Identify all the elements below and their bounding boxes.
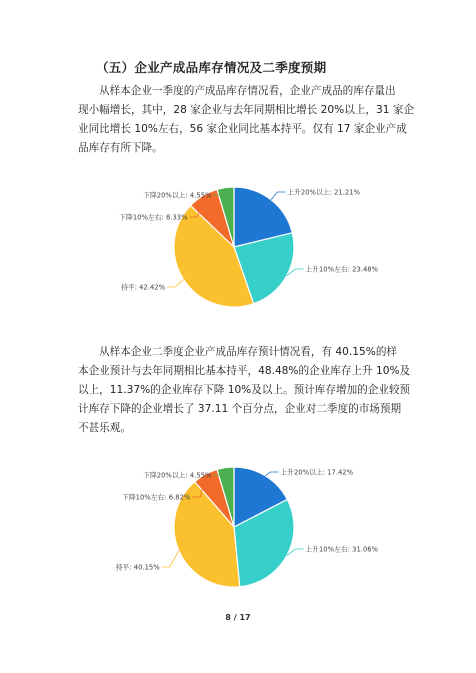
pie-slice-label: 上升10%左右: 23.48%: [305, 265, 379, 274]
paragraph-line: 业同比增长 10%左右，56 家企业同比基本持平。仅有 17 家企业产成: [78, 123, 407, 135]
paragraph-line: 计库存下降的企业增长了 37.11 个百分点，企业对二季度的市场预期: [78, 403, 402, 415]
pie-leader-line: [167, 279, 183, 287]
paragraph-line: 品库存有所下降。: [78, 142, 163, 154]
pie-slice-label: 持平: 42.42%: [121, 283, 166, 292]
section-heading: （五）企业产成品库存情况及二季度预期: [96, 60, 327, 75]
page-number: [0, 613, 476, 622]
pie-slice-label: 上升10%左右: 31.06%: [305, 545, 379, 554]
pie-chart-q2: [0, 440, 476, 600]
pie-slice-label: 下降20%以上: 4.55%: [143, 191, 212, 200]
pie-chart-q1: [0, 160, 476, 320]
pie-chart-q1-svg: [0, 160, 476, 320]
page-total: 17: [239, 613, 251, 622]
paragraph-line: 以上，11.37%的企业库存下降 10%及以上。预计库存增加的企业较预: [78, 384, 411, 396]
paragraph-line: 不甚乐观。: [78, 422, 131, 434]
pie-slice-label: 下降20%以上: 4.55%: [143, 471, 212, 480]
pie-leader-line: [271, 192, 285, 200]
pie-leader-line: [162, 551, 179, 567]
paragraph-q2-forecast: [78, 343, 411, 438]
paragraph-line: 从样本企业二季度企业产成品库存预计情况看，有 40.15%的样: [99, 346, 398, 358]
paragraph-line: 本企业预计与去年同期相比基本持平，48.48%的企业库存上升 10%及: [78, 365, 411, 377]
page-current: 8: [225, 613, 231, 622]
paragraph-line: 现小幅增长，其中，28 家企业与去年同期相比增长 20%以上，31 家企: [78, 104, 415, 116]
paragraph-q1-inventory: [78, 82, 415, 158]
pie-slice-label: 上升20%以上: 21.21%: [287, 188, 360, 197]
pie-leader-line: [265, 472, 278, 476]
pie-slice-label: 下降10%左右: 8.33%: [119, 213, 188, 222]
paragraph-line: 从样本企业一季度的产成品库存情况看，企业产成品的库存量出: [99, 85, 396, 97]
page-separator: /: [233, 613, 237, 622]
pie-slice-label: 下降10%左右: 6.82%: [122, 493, 191, 502]
pie-chart-q2-svg: [0, 440, 476, 600]
pie-slice-label: 上升20%以上: 17.42%: [280, 468, 354, 477]
pie-slice-label: 持平: 40.15%: [115, 563, 160, 572]
